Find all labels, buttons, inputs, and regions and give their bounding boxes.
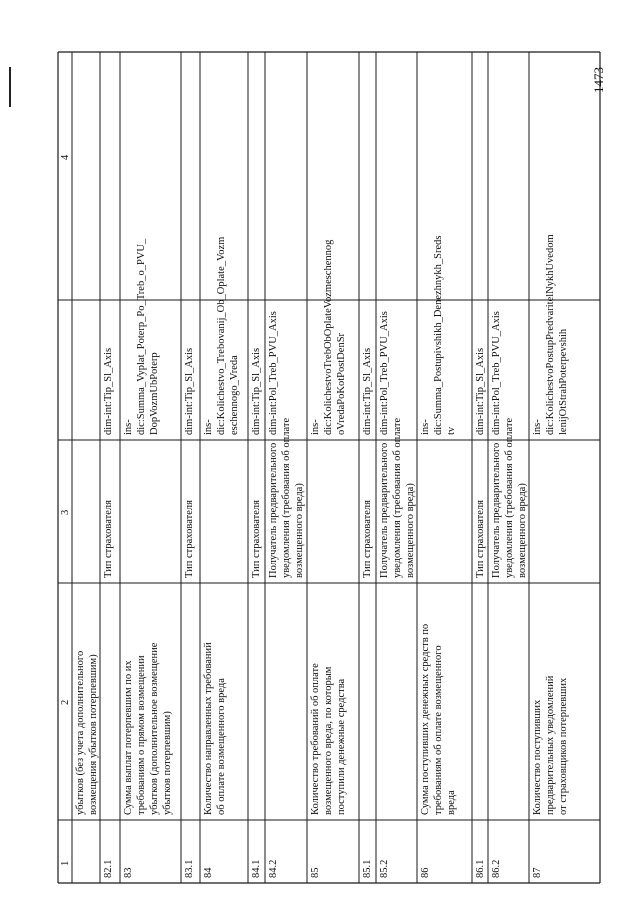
row-description-line-2: об оплате возмещенного вреда: [216, 678, 227, 815]
row-number: 87: [532, 867, 543, 878]
taxonomy-code-line-2: dic:KolichestvoPostupPredvaritelNykhUvedom: [545, 234, 556, 435]
row-description-line-2: требованиям об оплате возмещенного: [433, 645, 444, 815]
taxonomy-code: dim-int:Tip_Sl_Axis: [362, 347, 373, 435]
taxonomy-code-line-1: ins-: [420, 419, 431, 435]
row-description-line-3: от страховщиков потерпевших: [558, 677, 569, 815]
column-4-index: 4: [60, 154, 71, 160]
column-1-index: 1: [60, 860, 71, 866]
taxonomy-code-line-1: ins-: [532, 419, 543, 435]
scan-margin-mark: [9, 67, 11, 107]
dimension-label-line-3: возмещенного вреда): [517, 483, 528, 578]
row-number: 85: [310, 867, 321, 878]
dimension-label-line-2: уведомления (требования об оплате: [281, 417, 292, 578]
taxonomy-code: dim-int:Pol_Treb_PVU_Axis: [379, 311, 390, 435]
dimension-label-line-2: уведомления (требования об оплате: [504, 417, 515, 578]
row-description-line-2: возмещенного вреда, по которым: [323, 666, 334, 815]
taxonomy-code-line-3: lenijOtStrahPoterpevshih: [558, 328, 569, 435]
page-number: 1473: [591, 67, 606, 93]
taxonomy-code-line-2: dic:Summa_Vyplat_Poterp_Po_Treb_o_PVU_: [136, 238, 147, 435]
dimension-label-line-3: возмещенного вреда): [294, 483, 305, 578]
dimension-label-line-2: уведомления (требования об оплате: [392, 417, 403, 578]
column-3-index: 3: [60, 509, 71, 515]
column-2-index: 2: [60, 699, 71, 705]
dimension-label: Тип страхователя: [184, 500, 195, 578]
row-description-line-1: Количество направленных требований: [203, 642, 214, 815]
taxonomy-code: dim-int:Tip_Sl_Axis: [103, 347, 114, 435]
taxonomy-code-line-2: dic:Kolichestvo_Trebovanij_Ob_Oplate_Vozm: [216, 236, 227, 435]
row-number: 85.2: [379, 859, 390, 878]
taxonomy-code-line-1: ins-: [123, 419, 134, 435]
taxonomy-code: dim-int:Tip_Sl_Axis: [475, 347, 486, 435]
dimension-label: Тип страхователя: [475, 500, 486, 578]
row-number: 84.2: [268, 859, 279, 878]
taxonomy-code-line-2: dic:Summa_Postupivshikh_Denezhnykh_Sreds: [433, 235, 444, 435]
row-description-line-4: убытков потерпевшим): [162, 711, 173, 815]
row-number: 86.2: [491, 859, 502, 878]
row-description-line-2: предварительных уведомлений: [545, 675, 556, 815]
dimension-label-line-1: Получатель предварительного: [379, 442, 390, 578]
row-number: 85.1: [362, 859, 373, 878]
row-description-line-1: убытков (без учета дополнительного: [75, 650, 86, 815]
row-number: 83.1: [184, 859, 195, 878]
row-number: 83: [123, 867, 134, 878]
row-description-line-2: возмещения убытков потерпевшим): [88, 654, 99, 815]
dimension-label-line-1: Получатель предварительного: [491, 442, 502, 578]
taxonomy-code-line-3: oVredaPoKotPostDenSr: [336, 332, 347, 435]
dimension-label: Тип страхователя: [103, 500, 114, 578]
taxonomy-code: dim-int:Pol_Treb_PVU_Axis: [491, 311, 502, 435]
row-description-line-3: убытков (дополнительное возмещение: [149, 642, 160, 815]
row-number: 84.1: [251, 859, 262, 878]
row-description-line-3: поступили денежные средства: [336, 678, 347, 815]
taxonomy-code-line-1: ins-: [203, 419, 214, 435]
taxonomy-code-line-2: dic:KolichestvoTrebObOplateVozmeschennog: [323, 239, 334, 435]
dimension-label-line-1: Получатель предварительного: [268, 442, 279, 578]
dimension-label: Тип страхователя: [251, 500, 262, 578]
taxonomy-code-line-3: eschennogo_Vreda: [229, 355, 240, 435]
dimension-label: Тип страхователя: [362, 500, 373, 578]
dimension-label-line-3: возмещенного вреда): [405, 483, 416, 578]
row-number: 86: [420, 867, 431, 878]
row-description-line-1: Количество требований об оплате: [310, 663, 321, 815]
row-description-line-1: Сумма поступивших денежных средств по: [420, 623, 431, 815]
taxonomy-code: dim-int:Tip_Sl_Axis: [251, 347, 262, 435]
taxonomy-code-line-1: ins-: [310, 419, 321, 435]
taxonomy-code: dim-int:Pol_Treb_PVU_Axis: [268, 311, 279, 435]
row-number: 82.1: [103, 859, 114, 878]
row-number: 86.1: [475, 859, 486, 878]
taxonomy-code-line-3: DopVozmUbPoterp: [149, 352, 160, 435]
row-description-line-2: требованиям о прямом возмещении: [136, 655, 147, 815]
row-description-line-1: Количество поступивших: [532, 699, 543, 815]
row-description-line-1: Сумма выплат потерпевшим по их: [123, 660, 134, 815]
taxonomy-code-line-3: tv: [446, 426, 457, 435]
taxonomy-code: dim-int:Tip_Sl_Axis: [184, 347, 195, 435]
row-description-line-3: вреда: [446, 790, 457, 815]
row-number: 84: [203, 867, 214, 878]
